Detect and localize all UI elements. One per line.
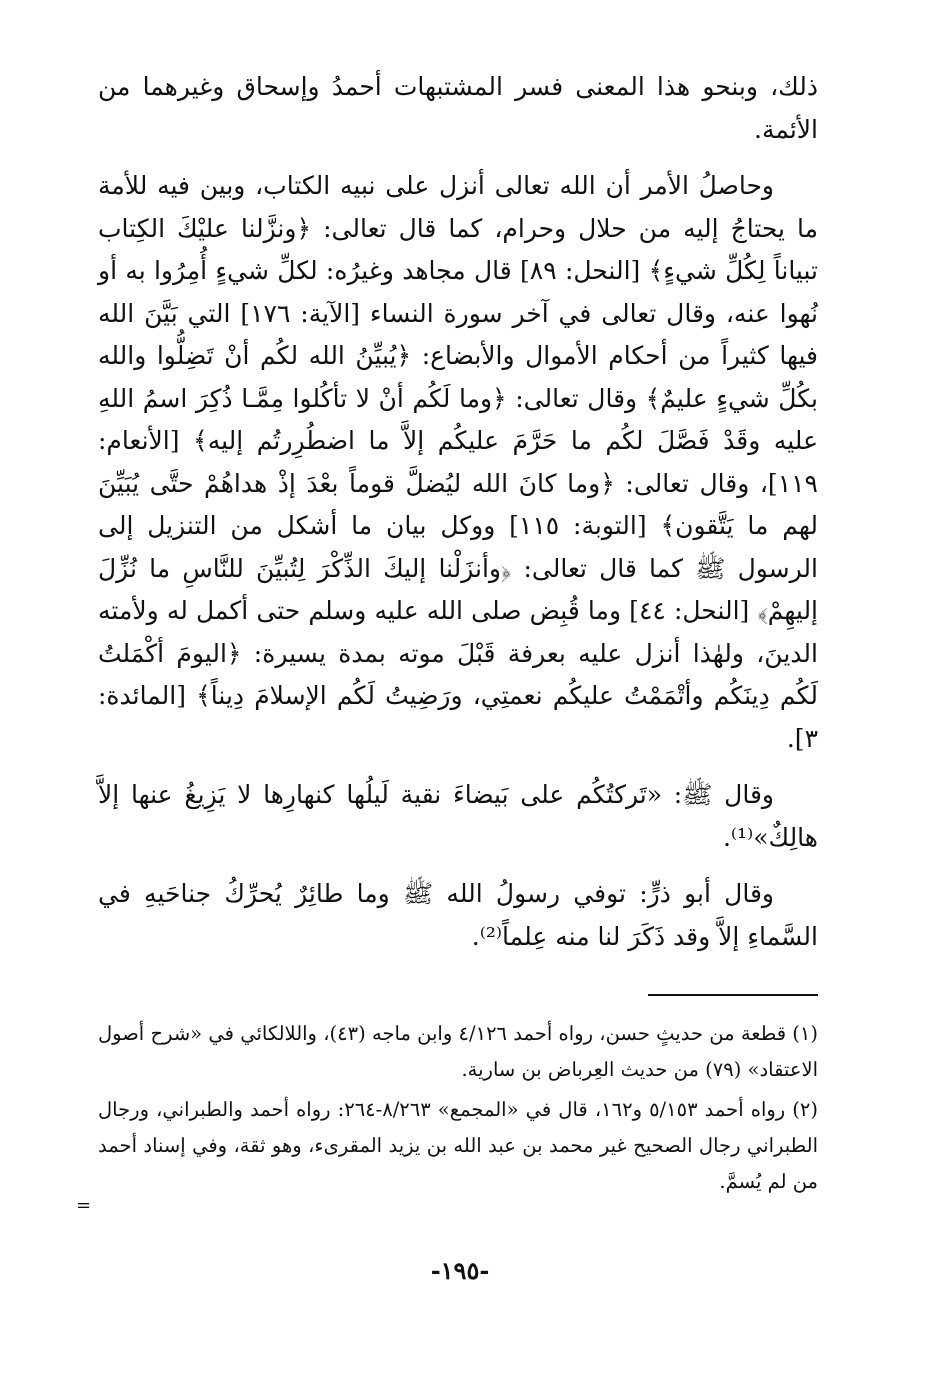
- page-number: -١٩٥-: [430, 1256, 490, 1285]
- paragraph-hadith: وقال ﷺ: «تَركتُكُم على بَيضاءَ نقية لَيلُها كنهارِها لا يَزِيغُ عنها إلاَّ هالِكٌ»⁽¹⁾.: [98, 780, 818, 852]
- footnote-divider: [648, 994, 818, 996]
- paragraph-intro: ذلك، وبنحو هذا المعنى فسر المشتبهات أحمدُ وإسحاق وغيرهما من الأئمة.: [98, 72, 818, 144]
- footnote-1: (١) قطعة من حديثٍ حسن، رواه أحمد ٤/١٢٦ وابن ماجه (٤٣)، واللالكائي في «شرح أصول الاعتقاد» (٧٩) من حديث العِرباض بن سارية.: [98, 1022, 818, 1081]
- paragraph-abu-dharr: وقال أبو ذرٍّ: توفي رسولُ الله ﷺ وما طائِرٌ يُحرِّكُ جناحَيهِ في السَّماءِ إلاَّ وقد ذَكَرَ لنا منه عِلماً⁽²⁾.: [98, 879, 818, 951]
- footnote-2: (٢) رواه أحمد ٥/١٥٣ و١٦٢، قال في «المجمع» ٨/٢٦٣-٢٦٤: رواه أحمد والطبراني، ورجال الطبراني رجال الصحيح غير محمد بن عبد الله بن يزيد المقرىء، وهو ثقة، وفي إسناد أحمد من لم يُسمَّ.: [98, 1098, 818, 1193]
- paragraph-quran-verses: وحاصلُ الأمر أن الله تعالى أنزل على نبيه الكتاب، وبين فيه للأمة ما يحتاجُ إليه من حلال وحرام، كما قال تعالى: ﴿ونزَّلنا عليْكَ الكِتاب تبياناً لِكُلِّ شيءٍ﴾ [النحل: ٨٩] قال مجاهد وغيرُه: لكلِّ شيءٍ أُمِرُوا به أو نُهوا عنه، وقال تعالى في آخر سورة النساء [الآية: ١٧٦] التي بَيَّنَ الله فيها كثيراً من أحكام الأموال والأبضاع: ﴿يُبيِّنُ الله لكُم أنْ تَضِلُّوا والله بكُلِّ شيءٍ عليمٌ﴾ وقال تعالى: ﴿وما لَكُم أنْ لا تأكُلوا مِمَّـا ذُكِرَ اسمُ اللهِ عليه وقَدْ فَصَّلَ لكُم ما حَرَّمَ عليكُم إلاَّ ما اضطُرِرتُم إليه﴾ [الأنعام: ١١٩]، وقال تعالى: ﴿وما كانَ الله ليُضلَّ قوماً بعْدَ إذْ هداهُمْ حتَّى يُبَيِّنَ لهم ما يَتَّقون﴾ [التوبة: ١١٥] ووكل بيان ما أشكل من التنزيل إلى الرسول ﷺ كما قال تعالى: ﴿وأنزَلْنا إليكَ الذِّكْرَ لِتُبيِّنَ للنَّاسِ ما نُزِّلَ إليهِمْ﴾ [النحل: ٤٤] وما قُبِض صلى الله عليه وسلم حتى أكمل له ولأمته الدينَ، ولهٰذا أنزل عليه بعرفة قَبْلَ موته بمدة يسيرة: ﴿اليومَ أكْمَلتُ لَكُم دِينَكُم وأتْمَمْتُ عليكُم نعمتِي، ورَضِيتُ لَكُم الإسلامَ دِيناً﴾ [المائدة: ٣].: [98, 171, 819, 753]
- continuation-mark: =: [76, 1195, 92, 1216]
- main-text: [98, 66, 818, 958]
- footnotes: [98, 1016, 818, 1204]
